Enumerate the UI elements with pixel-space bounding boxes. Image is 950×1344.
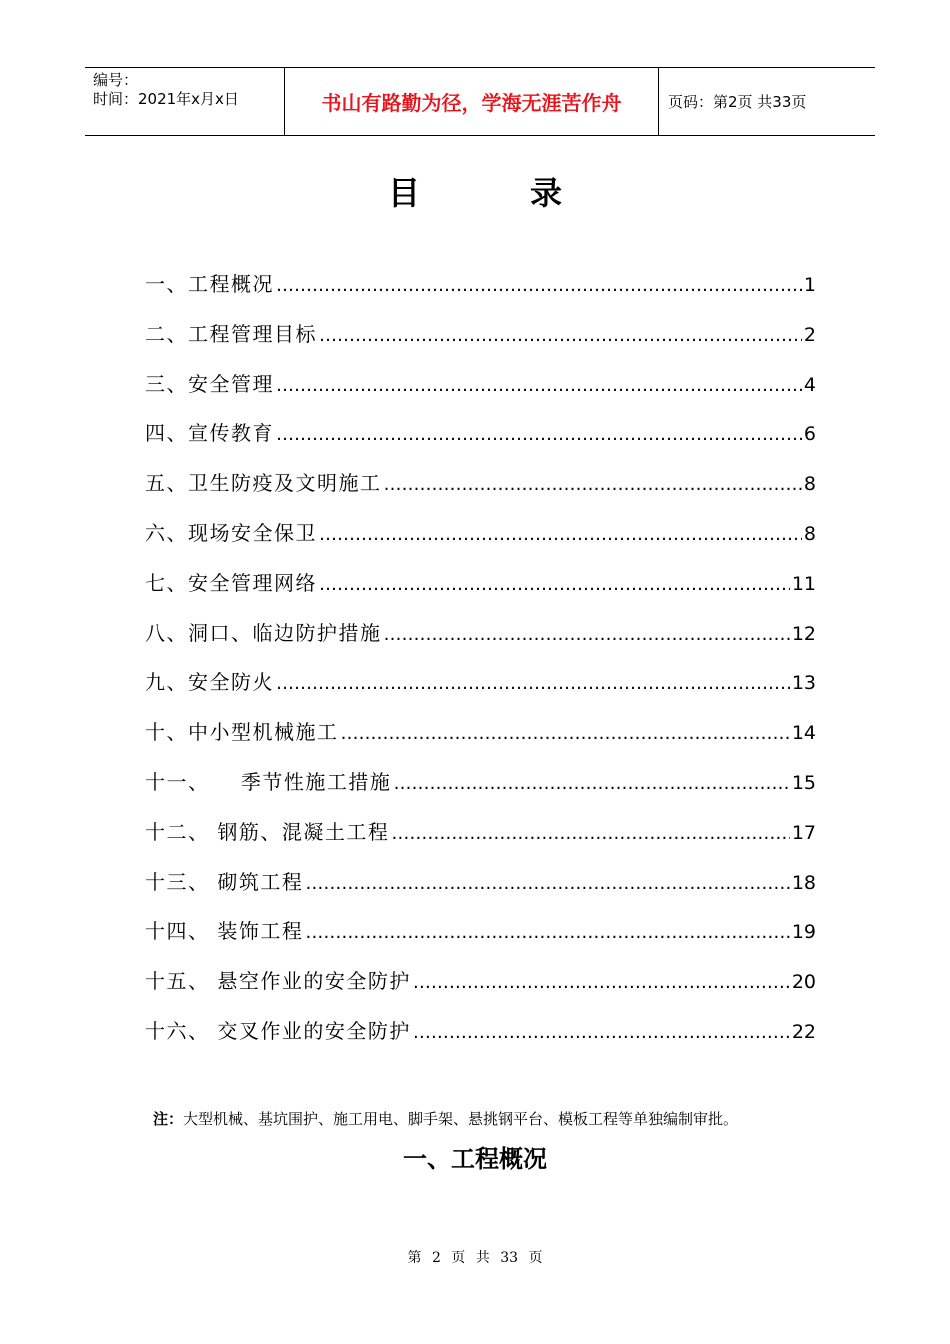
toc-item-page: 1 <box>803 274 816 296</box>
toc-leader-dots <box>413 972 790 993</box>
note <box>153 1108 738 1129</box>
toc-item-page: 2 <box>803 323 816 346</box>
section-heading: 一、工程概况 <box>403 1145 547 1173</box>
toc-leader-dots <box>319 574 790 595</box>
toc-item[interactable] <box>145 368 816 418</box>
toc-item[interactable] <box>145 318 816 368</box>
toc-item-label: 十六、 交叉作业的安全防护 <box>145 1018 411 1043</box>
toc-item-page: 18 <box>791 871 816 894</box>
toc-item[interactable] <box>145 965 816 1015</box>
toc-item[interactable] <box>145 915 816 965</box>
toc-item-page: 15 <box>791 771 816 794</box>
toc-item[interactable] <box>145 268 816 318</box>
toc-item[interactable] <box>145 517 816 567</box>
toc-title: 目录 <box>387 174 672 212</box>
toc-item-page: 12 <box>791 622 816 645</box>
toc-item-page: 13 <box>791 672 816 695</box>
note-prefix: 注： <box>153 1110 184 1128</box>
toc-item-page: 8 <box>803 473 816 496</box>
toc-item-label: 五、卫生防疫及文明施工 <box>145 471 382 496</box>
toc-list <box>145 268 816 1065</box>
toc-leader-dots <box>276 424 802 445</box>
document-number-label: 编号： <box>93 71 139 89</box>
toc-item[interactable] <box>145 816 816 866</box>
toc-leader-dots <box>276 275 802 296</box>
toc-item[interactable] <box>145 866 816 916</box>
toc-item[interactable] <box>145 766 816 816</box>
header-meta <box>85 68 285 135</box>
toc-item[interactable] <box>145 417 816 467</box>
toc-leader-dots <box>305 873 789 894</box>
toc-leader-dots <box>305 922 789 943</box>
toc-item[interactable] <box>145 716 816 766</box>
toc-item-label: 十、中小型机械施工 <box>145 720 339 745</box>
toc-item-label: 十三、 砌筑工程 <box>145 869 304 894</box>
toc-item-label: 十二、 钢筋、混凝土工程 <box>145 819 390 844</box>
note-text: 大型机械、基坑围护、施工用电、脚手架、悬挑钢平台、模板工程等单独编制审批。 <box>183 1110 739 1128</box>
toc-leader-dots <box>319 524 802 545</box>
toc-item-page: 22 <box>791 1020 816 1043</box>
toc-item-page: 4 <box>803 373 816 396</box>
toc-leader-dots <box>384 474 802 495</box>
toc-leader-dots <box>413 1022 790 1043</box>
toc-item[interactable] <box>145 666 816 716</box>
page-footer: 第 2 页 共 33 页 <box>407 1250 543 1266</box>
toc-leader-dots <box>341 723 790 744</box>
toc-item-page: 8 <box>803 522 816 545</box>
toc-leader-dots <box>384 624 790 645</box>
toc-leader-dots <box>391 823 789 844</box>
toc-item-label: 十四、 装饰工程 <box>145 919 304 944</box>
toc-item-page: 6 <box>803 423 816 446</box>
toc-item-page: 17 <box>791 821 816 844</box>
page-header <box>85 67 875 136</box>
toc-leader-dots <box>319 325 802 346</box>
toc-item-label: 九、安全防火 <box>145 670 274 695</box>
header-motto: 书山有路勤为径，学海无涯苦作舟 <box>285 68 659 135</box>
toc-item-label: 一、工程概况 <box>145 272 274 296</box>
toc-item-page: 19 <box>791 921 816 944</box>
toc-item-label: 二、工程管理目标 <box>145 321 317 346</box>
header-page-info: 页码：第2页 共33页 <box>668 93 807 111</box>
toc-item-page: 20 <box>791 971 816 994</box>
toc-item[interactable] <box>145 467 816 517</box>
toc-item-label: 十五、 悬空作业的安全防护 <box>145 969 411 994</box>
toc-item-label: 十一、 季节性施工措施 <box>145 769 392 794</box>
toc-item-page: 11 <box>791 572 816 595</box>
toc-item-page: 14 <box>791 722 816 745</box>
toc-leader-dots <box>276 673 790 694</box>
toc-leader-dots <box>276 375 802 396</box>
toc-item-label: 四、宣传教育 <box>145 421 274 446</box>
toc-item-label: 六、现场安全保卫 <box>145 520 317 545</box>
toc-item-label: 七、安全管理网络 <box>145 570 317 595</box>
toc-item[interactable] <box>145 617 816 667</box>
toc-item-label: 三、安全管理 <box>145 371 274 396</box>
toc-item-label: 八、洞口、临边防护措施 <box>145 620 382 645</box>
toc-item[interactable] <box>145 567 816 617</box>
toc-leader-dots <box>393 773 789 794</box>
document-time-label: 时间：2021年x月x日 <box>93 90 239 108</box>
toc-item[interactable] <box>145 1015 816 1065</box>
